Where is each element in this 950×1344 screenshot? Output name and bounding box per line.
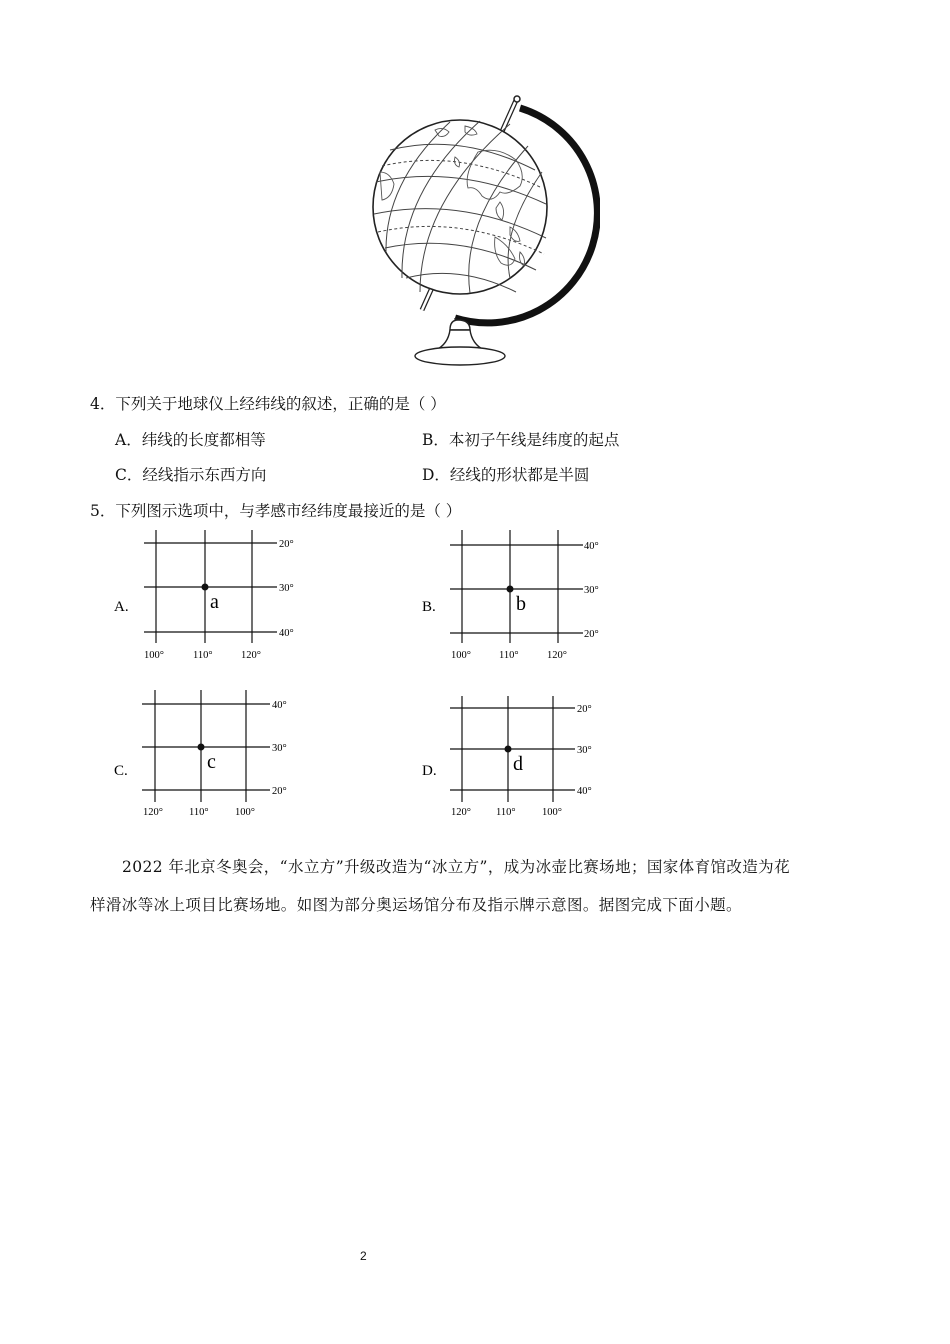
lon-label: 120° (143, 807, 163, 818)
q4-option-d[interactable]: D．经线的形状都是半圆 (422, 466, 590, 484)
lon-label: 110° (189, 807, 209, 818)
grid-option-label: D. (422, 763, 437, 779)
lon-label: 100° (542, 807, 562, 818)
globe-figure (360, 92, 600, 372)
page-number: 2 (360, 1249, 367, 1263)
grid-option-label: B. (422, 599, 436, 615)
lat-label: 30° (584, 585, 599, 596)
q4-option-b[interactable]: B．本初子午线是纬度的起点 (422, 431, 620, 449)
q5-option-b-grid[interactable] (420, 530, 620, 665)
lat-label: 30° (577, 745, 592, 756)
q4-option-a[interactable]: A．纬线的长度都相等 (115, 431, 266, 449)
point-marker (505, 746, 512, 753)
q5-option-a-grid[interactable] (112, 530, 312, 665)
q5-option-d-grid[interactable] (420, 694, 620, 829)
lat-label: 30° (272, 743, 287, 754)
lat-label: 20° (584, 629, 599, 640)
lat-label: 20° (279, 539, 294, 550)
point-label: d (513, 753, 523, 775)
lon-label: 110° (496, 807, 516, 818)
lon-label: 120° (451, 807, 471, 818)
lat-label: 40° (279, 628, 294, 639)
passage-line-2: 样滑冰等冰上项目比赛场地。如图为部分奥运场馆分布及指示牌示意图。据图完成下面小题。 (90, 896, 742, 914)
question-5-stem: 5．下列图示选项中，与孝感市经纬度最接近的是（ ） (90, 502, 462, 520)
point-label: a (210, 591, 219, 613)
point-label: b (516, 593, 526, 615)
point-marker (507, 586, 514, 593)
lon-label: 100° (451, 650, 471, 661)
point-marker (202, 584, 209, 591)
lon-label: 100° (235, 807, 255, 818)
question-4-stem: 4．下列关于地球仪上经纬线的叙述，正确的是（ ） (90, 395, 446, 413)
point-label: c (207, 751, 216, 773)
lon-label: 120° (547, 650, 567, 661)
grid-option-label: A. (114, 599, 129, 615)
lon-label: 100° (144, 650, 164, 661)
grid-option-label: C. (114, 763, 128, 779)
lat-label: 20° (272, 786, 287, 797)
lon-label: 110° (499, 650, 519, 661)
lat-label: 40° (577, 786, 592, 797)
lat-label: 30° (279, 583, 294, 594)
q4-option-c[interactable]: C．经线指示东西方向 (115, 466, 267, 484)
point-marker (198, 744, 205, 751)
lat-label: 40° (272, 700, 287, 711)
lon-label: 110° (193, 650, 213, 661)
globe-icon (360, 92, 600, 372)
lat-label: 20° (577, 704, 592, 715)
passage-line-1: 2022 年北京冬奥会，“水立方”升级改造为“冰立方”，成为冰壶比赛场地；国家体育馆改造为花 (122, 858, 790, 876)
lat-label: 40° (584, 541, 599, 552)
q5-option-c-grid[interactable] (112, 690, 312, 825)
lon-label: 120° (241, 650, 261, 661)
